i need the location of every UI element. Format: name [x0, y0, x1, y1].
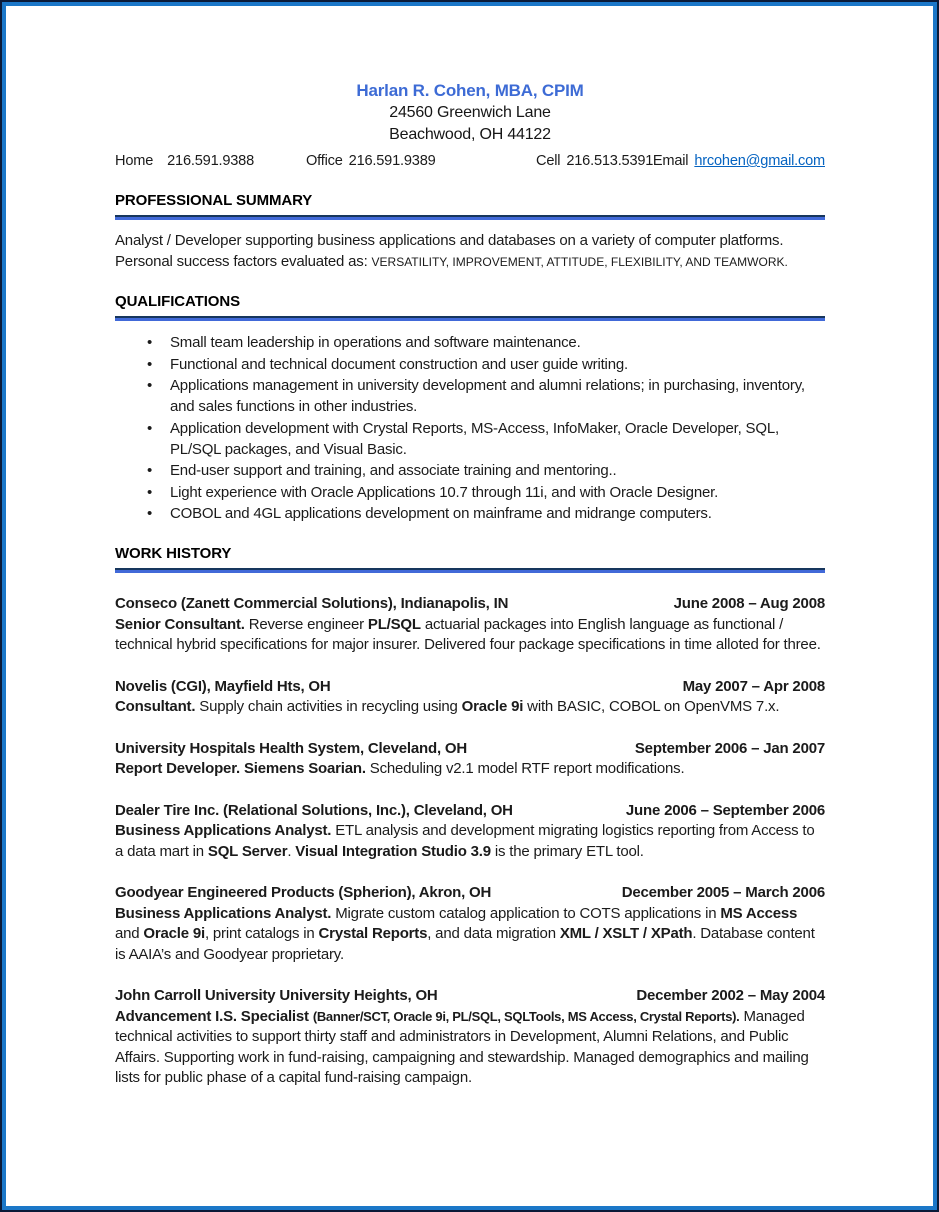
contact-office [306, 151, 436, 172]
contact-home [115, 151, 254, 172]
job-header [115, 677, 825, 698]
job-header [115, 883, 825, 904]
job-company: Conseco (Zanett Commercial Solutions), Indianapolis, IN [115, 595, 509, 612]
list-item: • COBOL and 4GL applications development on mainframe and midrange computers. [115, 503, 825, 524]
job-entry [115, 801, 825, 863]
list-item: • Application development with Crystal Reports, MS-Access, InfoMaker, Oracle Developer, SQL, PL/SQL packages, and Visual Basic. [115, 418, 825, 460]
job-company: Goodyear Engineered Products (Spherion), Akron, OH [115, 884, 492, 901]
address-line-2: Beachwood, OH 44122 [389, 126, 551, 143]
section-qualifications [115, 293, 825, 524]
contact-row [115, 151, 825, 171]
qualifications-list [115, 332, 825, 524]
section-professional-summary [115, 192, 825, 272]
job-company: Novelis (CGI), Mayfield Hts, OH [115, 677, 331, 695]
email-label: Email [652, 153, 689, 169]
job-entry [115, 739, 825, 780]
job-dates: May 2007 – Apr 2008 [682, 677, 825, 695]
job-header [115, 739, 825, 760]
job-company: University Hospitals Health System, Cleveland, OH [115, 739, 467, 757]
cell-phone: 216.513.5391 [566, 153, 654, 169]
job-description: Consultant. Supply chain activities in recycling using Oracle 9i with BASIC, COBOL on OpenVMS 7.x. [115, 698, 780, 715]
contact-cell [536, 151, 653, 172]
list-item: • Applications management in university development and alumni relations; in purchasing, inventory, and sales functions in other industries. [115, 375, 825, 417]
resume-header [115, 80, 825, 171]
job-dates: June 2008 – Aug 2008 [673, 595, 825, 612]
list-item: • End-user support and training, and associate training and mentoring.. [115, 460, 825, 481]
email-link[interactable]: hrcohen@gmail.com [694, 153, 825, 169]
job-entry [115, 883, 825, 965]
job-header [115, 986, 825, 1007]
job-dates: June 2006 – September 2006 [625, 801, 825, 819]
job-dates: September 2006 – Jan 2007 [634, 739, 825, 757]
section-title-work-history: WORK HISTORY [115, 545, 232, 562]
job-entry [115, 677, 825, 718]
section-rule [115, 215, 825, 220]
cell-label: Cell [536, 153, 561, 169]
home-label: Home [115, 153, 154, 169]
summary-paragraph: Analyst / Developer supporting business applications and databases on a variety of computer platforms. Personal success factors evaluated as: VERSATILITY, IMPROVEMENT, ATTITUDE, FLEXIBILITY, AND TEAMWORK. [115, 232, 788, 270]
job-dates: December 2002 – May 2004 [636, 987, 825, 1004]
address-line-1: 24560 Greenwich Lane [389, 104, 551, 121]
section-title-professional-summary: PROFESSIONAL SUMMARY [115, 192, 313, 209]
job-company: John Carroll University University Heights, OH [115, 987, 438, 1004]
candidate-name: Harlan R. Cohen, MBA, CPIM [356, 81, 584, 100]
office-phone: 216.591.9389 [348, 153, 436, 169]
section-rule [115, 316, 825, 321]
job-entry [115, 594, 825, 656]
job-header [115, 801, 825, 822]
section-title-qualifications: QUALIFICATIONS [115, 293, 240, 310]
job-description: Senior Consultant. Reverse engineer PL/SQL actuarial packages into English language as functional / technical hybrid specifications for major insurer. Delivered four package specifications in time alloted for three. [115, 615, 821, 653]
job-description: Business Applications Analyst. Migrate custom catalog application to COTS applications in MS Access and Oracle 9i, print catalogs in Crystal Reports, and data migration XML / XSLT / XPath. Database content is AAIA’s and Goodyear proprietary. [115, 904, 815, 963]
job-description: Business Applications Analyst. ETL analysis and development migrating logistics reporting from Access to a data mart in SQL Server. Visual Integration Studio 3.9 is the primary ETL tool. [115, 822, 815, 860]
job-list [115, 594, 825, 1089]
section-work-history [115, 545, 825, 1089]
job-dates: December 2005 – March 2006 [621, 884, 825, 901]
section-rule [115, 568, 825, 573]
job-description: Advancement I.S. Specialist (Banner/SCT, Oracle 9i, PL/SQL, SQLTools, MS Access, Crystal Reports). Managed technical activities to support thirty staff and administrators in Development, Alumni Relations, and Public Affairs. Supporting work in fund-raising, campaigning and stewardship. Managed demographics and mailing lists for public phase of a capital fund-raising campaign. [115, 1007, 809, 1086]
job-header [115, 594, 825, 615]
job-entry [115, 986, 825, 1089]
job-company: Dealer Tire Inc. (Relational Solutions, Inc.), Cleveland, OH [115, 801, 513, 819]
resume-content [2, 2, 937, 1089]
list-item: • Functional and technical document construction and user guide writing. [115, 354, 825, 375]
home-phone: 216.591.9388 [167, 153, 255, 169]
job-description: Report Developer. Siemens Soarian. Scheduling v2.1 model RTF report modifications. [115, 760, 685, 777]
list-item: • Light experience with Oracle Applications 10.7 through 11i, and with Oracle Designer. [115, 482, 825, 503]
contact-email [653, 151, 825, 172]
list-item: • Small team leadership in operations and software maintenance. [115, 332, 825, 353]
office-label: Office [306, 153, 343, 169]
